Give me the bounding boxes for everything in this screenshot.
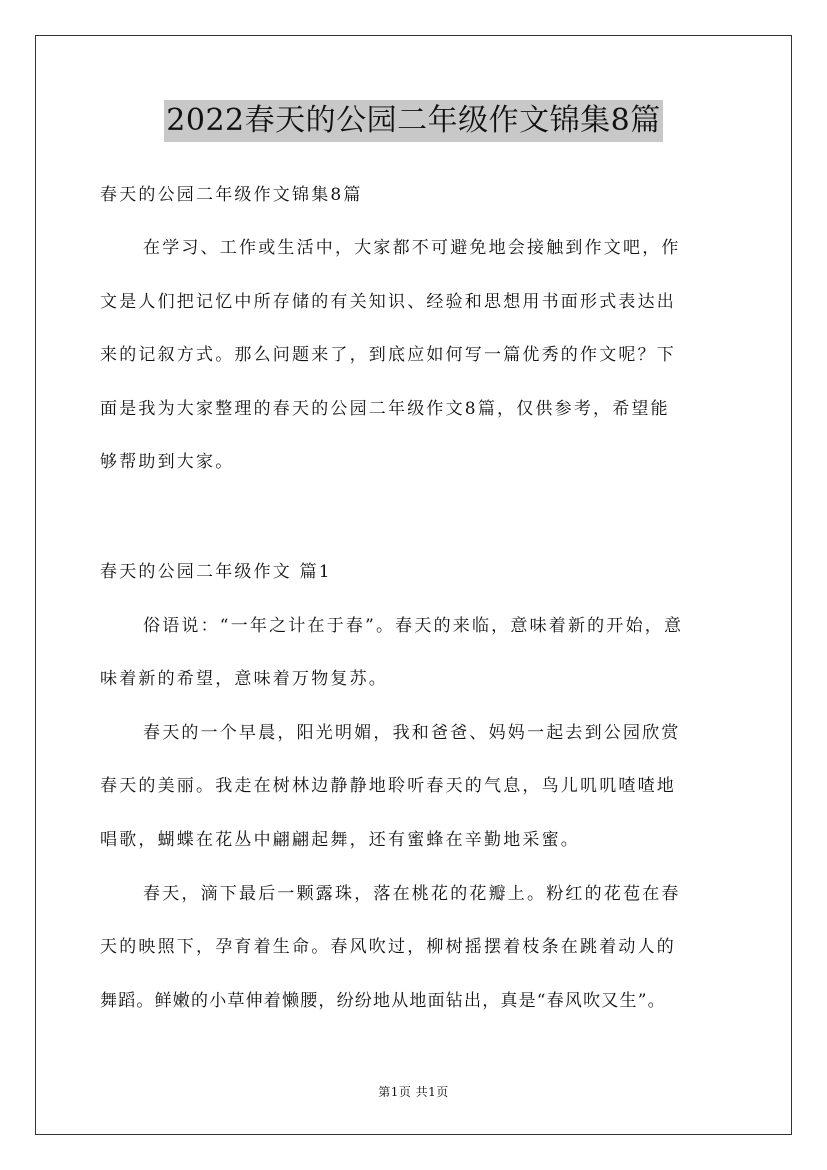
body-line: 春天的美丽。我走在树林边静静地聆听春天的气息，鸟儿叽叽喳喳地 (100, 776, 676, 796)
body-line: 俗语说：“一年之计在于春”。春天的来临，意味着新的开始，意 (143, 616, 684, 636)
body-line: 春天，滴下最后一颗露珠，落在桃花的花瓣上。粉红的花苞在春 (143, 884, 681, 904)
document-title: 2022春天的公园二年级作文锦集8篇 (164, 100, 662, 142)
section-heading: 春天的公园二年级作文 篇1 (100, 562, 332, 582)
intro-line: 来的记叙方式。那么问题来了，到底应如何写一篇优秀的作文呢？下 (100, 345, 676, 365)
intro-line: 面是我为大家整理的春天的公园二年级作文8篇，仅供参考，希望能 (100, 399, 670, 419)
body-line: 唱歌，蝴蝶在花丛中翩翩起舞，还有蜜蜂在辛勤地采蜜。 (100, 830, 580, 850)
intro-line: 在学习、工作或生活中，大家都不可避免地会接触到作文吧，作 (143, 238, 681, 258)
intro-line: 够帮助到大家。 (100, 452, 235, 472)
title-container (0, 100, 827, 142)
body-line: 味着新的希望，意味着万物复苏。 (100, 669, 388, 689)
body-line: 天的映照下，孕育着生命。春风吹过，柳树摇摆着枝条在跳着动人的 (100, 937, 676, 957)
page-footer: 第1页 共1页 (378, 1085, 449, 1099)
intro-line: 文是人们把记忆中所存储的有关知识、经验和思想用书面形式表达出 (100, 292, 676, 312)
body-line: 春天的一个早晨，阳光明媚，我和爸爸、妈妈一起去到公园欣赏 (143, 723, 681, 743)
body-line: 舞蹈。鲜嫩的小草伸着懒腰，纷纷地从地面钻出，真是“春风吹又生”。 (100, 991, 666, 1011)
document-subtitle: 春天的公园二年级作文锦集8篇 (100, 185, 363, 205)
